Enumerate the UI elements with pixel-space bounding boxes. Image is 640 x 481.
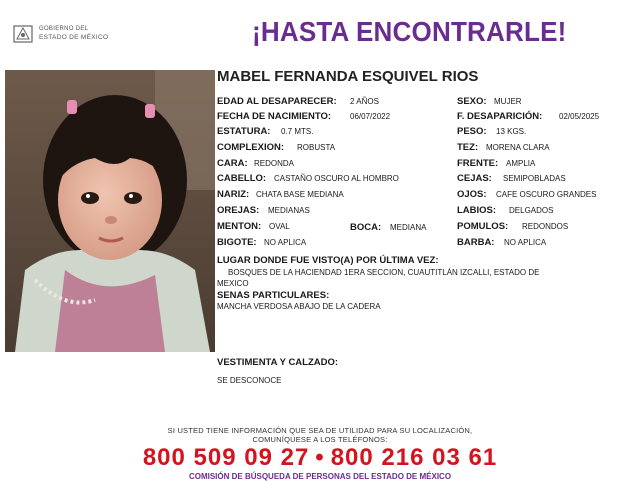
cheekbones-label: POMULOS: [457,221,509,232]
chin-value: OVAL [269,222,290,231]
eyebrows-value: SEMIPOBLADAS [503,174,566,183]
nose-label: NARIZ: [217,189,250,200]
lips-label: LABIOS: [457,205,497,216]
contact-note-line-1: SI USTED TIENE INFORMACIÓN QUE SEA DE UTILIDAD PARA SU LOCALIZACIÓN, [167,426,473,435]
beard-value: NO APLICA [504,238,547,247]
mouth-label: BOCA: [350,222,382,233]
logo-line-1: GOBIERNO DEL [39,26,89,32]
sex-value: MUJER [494,97,522,106]
mustache-value: NO APLICA [264,238,307,247]
forehead-value: AMPLIA [506,159,536,168]
ears-label: OREJAS: [217,205,260,216]
clothing-value: SE DESCONOCE [217,376,282,385]
beard-label: BARBA: [457,237,495,248]
height-label: ESTATURA: [217,126,271,137]
clothing-label: VESTIMENTA Y CALZADO: [217,357,339,368]
mouth-value: MEDIANA [390,223,427,232]
mustache-label: BIGOTE: [217,237,257,248]
phone-numbers [0,444,640,472]
age-label: EDAD AL DESAPARECER: [217,96,337,107]
disappearance-value: 02/05/2025 [559,112,600,121]
age-value: 2 AÑOS [350,97,379,106]
eyes-value: CAFE OSCURO GRANDES [496,190,597,199]
photo-illustration [5,70,215,352]
face-value: REDONDA [254,159,295,168]
complexion-tone-label: TEZ: [457,142,479,153]
missing-person-photo [5,70,215,352]
headline: ¡HASTA ENCONTRARLE! [252,16,567,47]
distinctive-marks-value: MANCHA VERDOSA ABAJO DE LA CADERA [217,302,381,311]
birthdate-label: FECHA DE NACIMIENTO: [217,111,331,122]
build-label: COMPLEXION: [217,142,285,153]
height-value: 0.7 MTS. [281,127,314,136]
cheekbones-value: REDONDOS [522,222,569,231]
hair-label: CABELLO: [217,173,267,184]
phone-1[interactable]: 800 509 09 27 [142,444,310,471]
government-logo [12,22,132,48]
nose-value: CHATA BASE MEDIANA [256,190,344,199]
chin-label: MENTON: [217,221,262,232]
last-seen-line-1: BOSQUES DE LA HACIENDAD 1ERA SECCION, CUAUTITLÁN IZCALLI, ESTADO DE [228,268,540,277]
birthdate-value: 06/07/2022 [350,112,391,121]
forehead-label: FRENTE: [457,158,499,169]
lips-value: DELGADOS [509,206,554,215]
commission-name: COMISIÓN DE BÚSQUEDA DE PERSONAS DEL ESTADO DE MÉXICO [188,472,452,481]
eyes-label: OJOS: [457,189,487,200]
weight-value: 13 KGS. [496,127,527,136]
disappearance-label: F. DESAPARICIÓN: [457,111,543,122]
weight-label: PESO: [457,126,487,137]
last-seen-label: LUGAR DONDE FUE VISTO(A) POR ÚLTIMA VEZ: [217,255,439,266]
phone-2[interactable]: 800 216 03 61 [330,444,498,471]
sex-label: SEXO: [457,96,487,107]
person-name: MABEL FERNANDA ESQUIVEL RIOS [217,68,479,85]
contact-note-line-2: COMUNÍQUESE A LOS TELÉFONOS: [252,435,388,444]
complexion-tone-value: MORENA CLARA [486,143,550,152]
ears-value: MEDIANAS [268,206,310,215]
hair-value: CASTAÑO OSCURO AL HOMBRO [274,174,399,183]
phone-separator: • [315,444,325,471]
eyebrows-label: CEJAS: [457,173,492,184]
build-value: ROBUSTA [297,143,336,152]
face-label: CARA: [217,158,248,169]
distinctive-marks-label: SENAS PARTICULARES: [217,290,330,301]
seal-icon [12,22,34,46]
last-seen-line-2: MEXICO [217,279,249,288]
logo-line-2: ESTADO DE MÉXICO [39,34,109,41]
